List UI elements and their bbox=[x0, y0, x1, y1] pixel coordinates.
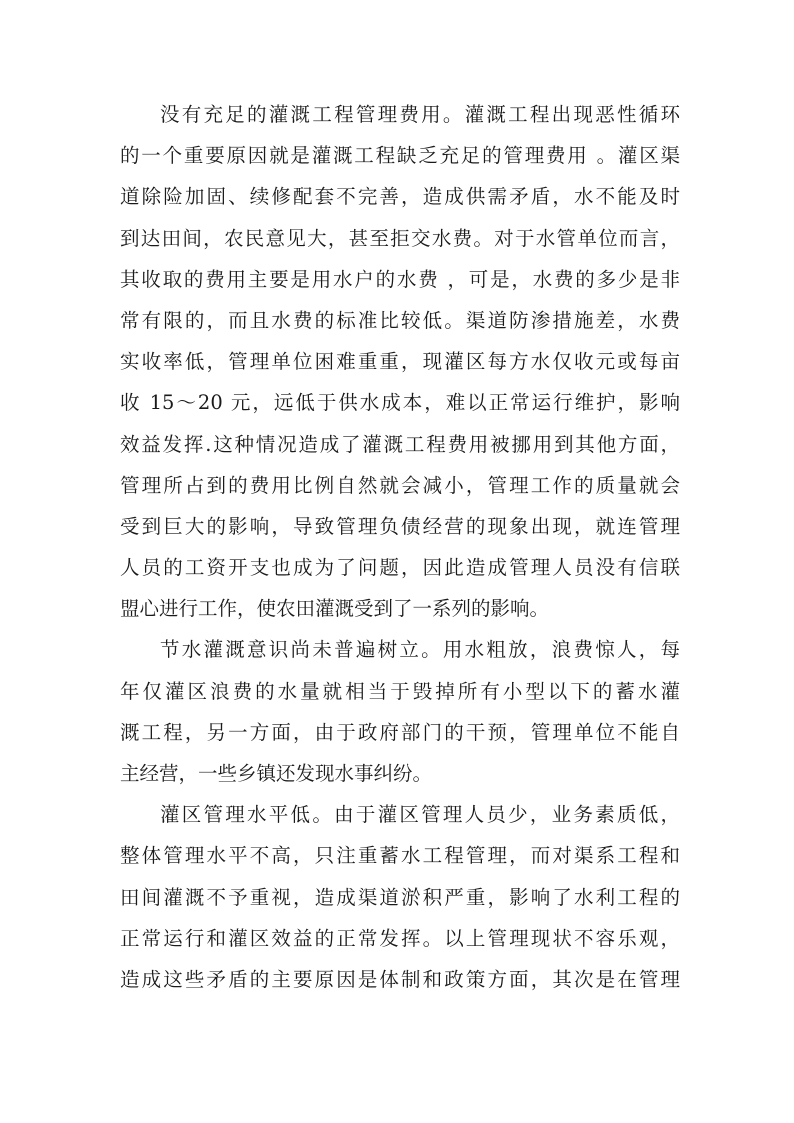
paragraph-line: 常有限的，而且水费的标准比较低。渠道防渗措施差，水费 bbox=[120, 308, 680, 332]
paragraph-line: 效益发挥.这种情况造成了灌溉工程费用被挪用到其他方面， bbox=[120, 432, 680, 456]
body-text bbox=[120, 94, 680, 1000]
paragraph-line: 主经营，一些乡镇还发现水事纠纷。 bbox=[120, 762, 433, 785]
paragraph-line: 灌区管理水平低。由于灌区管理人员少，业务素质低， bbox=[160, 803, 680, 827]
paragraph-line: 其收取的费用主要是用水户的水费 ，可是，水费的多少是非 bbox=[120, 267, 680, 291]
paragraph-line: 管理所占到的费用比例自然就会减小，管理工作的质量就会 bbox=[120, 473, 680, 497]
paragraph-line: 节水灌溉意识尚未普遍树立。用水粗放，浪费惊人，每 bbox=[160, 638, 680, 662]
paragraph-line: 道除险加固、续修配套不完善，造成供需矛盾，水不能及时 bbox=[120, 185, 680, 209]
paragraph-line: 正常运行和灌区效益的正常发挥。以上管理现状不容乐观， bbox=[120, 926, 680, 950]
paragraph-line: 田间灌溉不予重视，造成渠道淤积严重，影响了水利工程的 bbox=[120, 885, 680, 909]
paragraph-line: 受到巨大的影响，导致管理负债经营的现象出现，就连管理 bbox=[120, 514, 680, 538]
paragraph-line: 实收率低，管理单位困难重重，现灌区每方水仅收元或每亩 bbox=[120, 350, 680, 374]
paragraph-line: 没有充足的灌溉工程管理费用。灌溉工程出现恶性循环 bbox=[160, 103, 680, 126]
paragraph-line: 的一个重要原因就是灌溉工程缺乏充足的管理费用 。灌区渠 bbox=[120, 144, 680, 168]
paragraph-line: 溉工程，另一方面，由于政府部门的干预，管理单位不能自 bbox=[120, 720, 680, 744]
paragraph-line: 造成这些矛盾的主要原因是体制和政策方面，其次是在管理 bbox=[120, 967, 680, 991]
paragraph-line: 年仅灌区浪费的水量就相当于毁掉所有小型以下的蓄水灌 bbox=[120, 679, 680, 703]
paragraph-line: 盟心进行工作，使农田灌溉受到了一系列的影响。 bbox=[120, 597, 550, 621]
paragraph-line: 到达田间，农民意见大，甚至拒交水费。对于水管单位而言， bbox=[120, 226, 680, 250]
paragraph-line: 收 15～20 元，远低于供水成本，难以正常运行维护，影响 bbox=[120, 391, 680, 415]
paragraph-line: 整体管理水平不高，只注重蓄水工程管理，而对渠系工程和 bbox=[120, 844, 680, 868]
paragraph-line: 人员的工资开支也成为了问题，因此造成管理人员没有信联 bbox=[120, 556, 680, 580]
